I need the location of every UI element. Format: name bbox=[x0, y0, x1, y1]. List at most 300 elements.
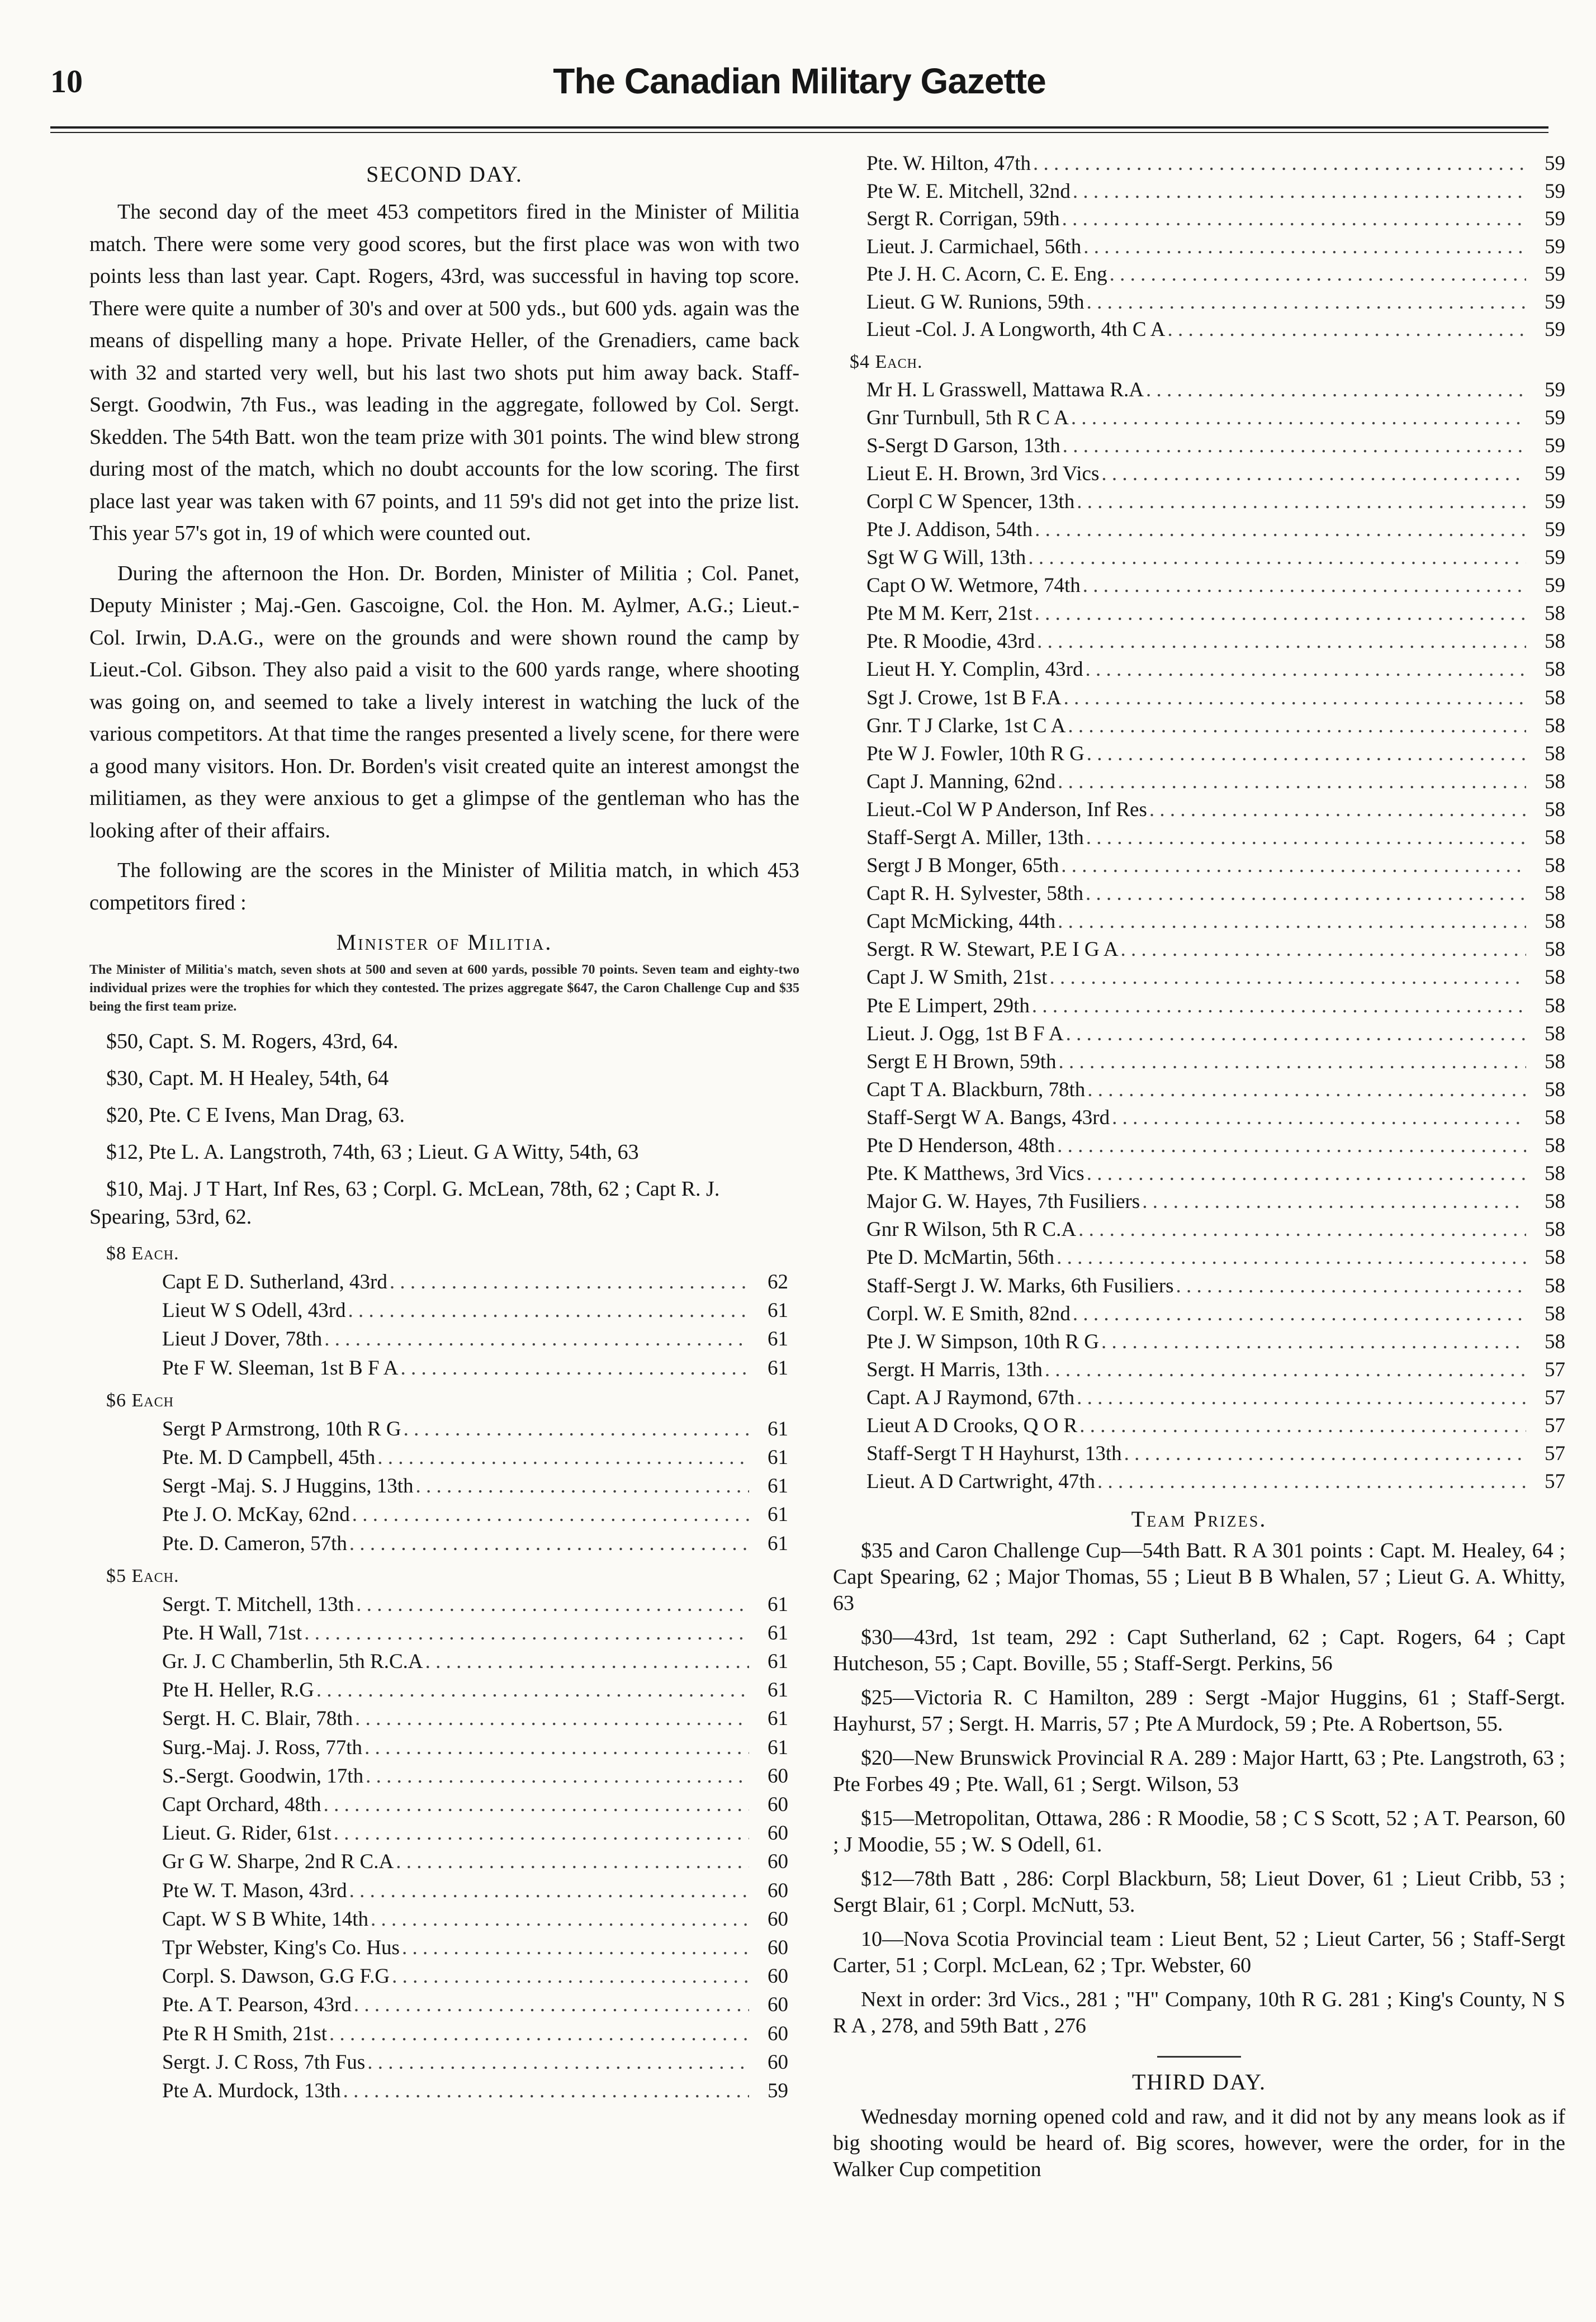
competitor-score: 59 bbox=[1545, 179, 1565, 203]
score-list bbox=[833, 150, 1565, 344]
leader-dots bbox=[1174, 1272, 1526, 1300]
competitor-name: Pte A. Murdock, 13th bbox=[162, 2079, 341, 2102]
score-entry bbox=[866, 908, 1565, 936]
leader-dots bbox=[1084, 1160, 1526, 1188]
leader-dots bbox=[398, 1354, 749, 1382]
competitor-score: 59 bbox=[1545, 434, 1565, 457]
leader-dots bbox=[1165, 316, 1526, 344]
competitor-score: 59 bbox=[1545, 462, 1565, 485]
competitor-name: Capt. A J Raymond, 67th bbox=[866, 1386, 1075, 1409]
leader-dots bbox=[1055, 768, 1526, 796]
competitor-name: Sergt. R W. Stewart, P.E I G A bbox=[866, 938, 1119, 961]
team-paragraph: $30—43rd, 1st team, 292 : Capt Sutherland, 62 ; Capt. Rogers, 64 ; Capt Hutcheson, 55 ; Capt. Boville, 55 ; Staff-Sergt. Perkins, 56 bbox=[833, 1626, 1565, 1676]
section-title-second-day: SECOND DAY. bbox=[366, 162, 523, 187]
score-entry bbox=[866, 1020, 1565, 1048]
competitor-score: 58 bbox=[1545, 966, 1565, 989]
competitor-name: Corpl. S. Dawson, G.G F.G bbox=[162, 1965, 390, 1988]
competitor-name: Lieut J Dover, 78th bbox=[162, 1328, 323, 1351]
leader-dots bbox=[1065, 712, 1526, 740]
group-label-4: $4 Each. bbox=[850, 351, 923, 372]
competitor-score: 58 bbox=[1545, 854, 1565, 878]
leader-dots bbox=[1059, 852, 1526, 880]
leader-dots bbox=[302, 1619, 749, 1647]
match-note: The Minister of Militia's match, seven shots at 500 and seven at 600 yards, possible 70 points. Seven team and eighty-two individual prizes were the trophies for which they contested. The prizes aggregate $647, the Caron Challenge Cup and $35 being the first team prize. bbox=[89, 963, 799, 1014]
leader-dots bbox=[1055, 1132, 1526, 1160]
score-entry bbox=[866, 992, 1565, 1020]
competitor-name: Pte. H Wall, 71st bbox=[162, 1621, 302, 1645]
competitor-score: 60 bbox=[768, 1793, 788, 1816]
competitor-score: 59 bbox=[1545, 207, 1565, 230]
competitor-name: Capt E D. Sutherland, 43rd bbox=[162, 1271, 387, 1293]
competitor-name: Lieut -Col. J. A Longworth, 4th C A bbox=[866, 318, 1166, 341]
leader-dots bbox=[1062, 684, 1526, 712]
header-rule bbox=[50, 126, 1548, 129]
score-entry bbox=[866, 824, 1565, 852]
leader-dots bbox=[1107, 260, 1526, 288]
competitor-name: Gr G W. Sharpe, 2nd R C.A bbox=[162, 1850, 394, 1874]
competitor-score: 59 bbox=[1545, 318, 1565, 341]
leader-dots bbox=[401, 1415, 749, 1443]
score-entry bbox=[162, 1676, 788, 1704]
competitor-score: 58 bbox=[1545, 1330, 1565, 1353]
competitor-score: 61 bbox=[768, 1475, 788, 1498]
competitor-name: Capt J. Manning, 62nd bbox=[866, 770, 1056, 793]
competitor-score: 60 bbox=[768, 1993, 788, 2017]
leader-dots bbox=[1076, 1216, 1526, 1244]
competitor-score: 60 bbox=[768, 1936, 788, 1959]
leader-dots bbox=[1147, 796, 1526, 824]
leader-dots bbox=[1033, 516, 1526, 544]
leader-dots bbox=[363, 1762, 749, 1790]
team-paragraph: $35 and Caron Challenge Cup—54th Batt. R A 301 points : Capt. M. Healey, 64 ; Capt Spearing, 62 ; Major Thomas, 55 ; Lieut B B Whalen, 57 ; Lieut G. A. Whitty, 63 bbox=[833, 1539, 1565, 1615]
competitor-name: Capt. W S B White, 14th bbox=[162, 1907, 368, 1931]
competitor-name: Pte M M. Kerr, 21st bbox=[866, 602, 1033, 625]
competitor-name: Corpl. W. E Smith, 82nd bbox=[866, 1302, 1071, 1325]
score-list bbox=[89, 1268, 799, 1382]
competitor-name: Sergt. H Marris, 13th bbox=[866, 1358, 1043, 1381]
competitor-score: 59 bbox=[1545, 152, 1565, 175]
competitor-score: 61 bbox=[768, 1299, 788, 1323]
leader-dots bbox=[331, 1819, 749, 1847]
score-entry bbox=[866, 260, 1565, 288]
competitor-name: Pte. W. Hilton, 47th bbox=[866, 152, 1031, 175]
competitor-name: Pte R H Smith, 21st bbox=[162, 2022, 328, 2045]
competitor-name: Sgt W G Will, 13th bbox=[866, 546, 1026, 570]
leader-dots bbox=[1035, 628, 1526, 656]
competitor-name: Staff-Sergt J. W. Marks, 6th Fusiliers bbox=[866, 1274, 1174, 1297]
score-entry bbox=[162, 2020, 788, 2048]
competitor-score: 59 bbox=[1545, 378, 1565, 401]
section-divider bbox=[1157, 2056, 1241, 2058]
competitor-score: 61 bbox=[768, 1532, 788, 1555]
competitor-name: Pte W. E. Mitchell, 32nd bbox=[866, 179, 1071, 203]
leader-dots bbox=[1122, 1440, 1526, 1468]
score-entry bbox=[866, 316, 1565, 344]
competitor-score: 58 bbox=[1545, 938, 1565, 961]
leader-dots bbox=[1071, 178, 1526, 206]
competitor-name: Pte J. O. McKay, 62nd bbox=[162, 1503, 350, 1527]
competitor-score: 58 bbox=[1545, 1246, 1565, 1269]
competitor-name: Sgt J. Crowe, 1st B F.A bbox=[866, 686, 1062, 709]
competitor-name: Pte. D. Cameron, 57th bbox=[162, 1532, 347, 1555]
competitor-score: 59 bbox=[768, 2079, 788, 2102]
leader-dots bbox=[1144, 376, 1526, 404]
competitor-score: 61 bbox=[768, 1736, 788, 1759]
score-entry bbox=[162, 1472, 788, 1500]
competitor-score: 60 bbox=[768, 1965, 788, 1988]
score-entry bbox=[866, 178, 1565, 206]
score-entry bbox=[866, 796, 1565, 824]
competitor-name: Lieut. J. Ogg, 1st B F A bbox=[866, 1022, 1064, 1045]
score-entry bbox=[866, 1048, 1565, 1076]
leader-dots bbox=[1030, 992, 1526, 1020]
competitor-score: 58 bbox=[1545, 1218, 1565, 1241]
team-paragraph: 10—Nova Scotia Provincial team : Lieut Bent, 52 ; Lieut Carter, 56 ; Staff-Sergt Carter, 51 ; Corpl. McLean, 62 ; Tpr. Webster, 60 bbox=[833, 1927, 1565, 1978]
score-entry bbox=[866, 1468, 1565, 1496]
leader-dots bbox=[1085, 1076, 1526, 1104]
leader-dots bbox=[423, 1647, 749, 1676]
team-paragraph: $25—Victoria R. C Hamilton, 289 : Sergt -Major Huggins, 61 ; Staff-Sergt. Hayhurst, 57 ; Sergt. H. Marris, 57 ; Pte A Murdock, 59 ; Pte. A Robertson, 55. bbox=[833, 1686, 1565, 1736]
competitor-score: 58 bbox=[1545, 1050, 1565, 1073]
competitor-name: Sergt R. Corrigan, 59th bbox=[866, 207, 1060, 230]
score-entry bbox=[866, 1132, 1565, 1160]
prize-line: $20, Pte. C E Ivens, Man Drag, 63. bbox=[106, 1103, 405, 1127]
competitor-name: Lieut H. Y. Complin, 43rd bbox=[866, 658, 1083, 681]
competitor-score: 62 bbox=[768, 1271, 788, 1293]
competitor-name: Lieut. A D Cartwright, 47th bbox=[866, 1470, 1096, 1494]
competitor-name: Pte. R Moodie, 43rd bbox=[866, 630, 1035, 653]
competitor-name: Surg.-Maj. J. Ross, 77th bbox=[162, 1736, 363, 1759]
score-entry bbox=[162, 1934, 788, 1962]
competitor-name: Pte H. Heller, R.G bbox=[162, 1679, 314, 1702]
leader-dots bbox=[390, 1962, 749, 1991]
competitor-score: 59 bbox=[1545, 235, 1565, 258]
score-entry bbox=[866, 1300, 1565, 1328]
prize-line: $30, Capt. M. H Healey, 54th, 64 bbox=[106, 1067, 389, 1090]
score-entry bbox=[866, 712, 1565, 740]
score-entry bbox=[866, 404, 1565, 432]
score-entry bbox=[866, 288, 1565, 316]
score-entry bbox=[162, 1733, 788, 1762]
leader-dots bbox=[1057, 1048, 1526, 1076]
score-entry bbox=[866, 600, 1565, 628]
leader-dots bbox=[350, 1500, 749, 1529]
score-entry bbox=[162, 1704, 788, 1733]
score-entry bbox=[866, 488, 1565, 516]
competitor-name: Sergt E H Brown, 59th bbox=[866, 1050, 1057, 1073]
leader-dots bbox=[387, 1268, 749, 1296]
score-list bbox=[89, 1415, 799, 1558]
score-entry bbox=[866, 852, 1565, 880]
competitor-name: Gr. J. C Chamberlin, 5th R.C.A bbox=[162, 1650, 423, 1674]
score-entry bbox=[866, 936, 1565, 964]
score-entry bbox=[866, 150, 1565, 178]
competitor-name: Lieut. J. Carmichael, 56th bbox=[866, 235, 1082, 258]
score-entry bbox=[866, 516, 1565, 544]
competitor-name: Sergt -Maj. S. J Huggins, 13th bbox=[162, 1475, 414, 1498]
leader-dots bbox=[1055, 908, 1526, 936]
competitor-score: 58 bbox=[1545, 798, 1565, 821]
group-label-5: $5 Each. bbox=[106, 1565, 179, 1586]
leader-dots bbox=[1083, 656, 1526, 684]
score-entry bbox=[866, 1440, 1565, 1468]
leader-dots bbox=[1081, 572, 1526, 600]
competitor-score: 61 bbox=[768, 1328, 788, 1351]
leader-dots bbox=[1043, 1356, 1526, 1384]
competitor-name: Sergt P Armstrong, 10th R G bbox=[162, 1417, 401, 1440]
competitor-score: 58 bbox=[1545, 1302, 1565, 1325]
competitor-score: 60 bbox=[768, 1907, 788, 1931]
competitor-name: Pte D Henderson, 48th bbox=[866, 1134, 1055, 1158]
leader-dots bbox=[321, 1790, 749, 1819]
score-entry bbox=[866, 1188, 1565, 1216]
competitor-score: 61 bbox=[768, 1356, 788, 1380]
score-entry bbox=[866, 572, 1565, 600]
competitor-name: Gnr Turnbull, 5th R C A bbox=[866, 406, 1069, 429]
competitor-score: 58 bbox=[1545, 826, 1565, 849]
leader-dots bbox=[1033, 600, 1526, 628]
competitor-name: Tpr Webster, King's Co. Hus bbox=[162, 1936, 400, 1959]
score-entry bbox=[866, 432, 1565, 460]
competitor-name: Lieut.-Col W P Anderson, Inf Res bbox=[866, 798, 1147, 821]
competitor-score: 59 bbox=[1545, 518, 1565, 541]
leader-dots bbox=[1069, 404, 1526, 432]
page-number: 10 bbox=[50, 63, 83, 99]
competitor-score: 61 bbox=[768, 1707, 788, 1731]
leader-dots bbox=[1095, 1468, 1526, 1496]
competitor-name: Pte J. Addison, 54th bbox=[866, 518, 1033, 541]
score-entry bbox=[162, 1325, 788, 1353]
header-rule-thin bbox=[50, 132, 1548, 133]
leader-dots bbox=[1084, 288, 1526, 316]
competitor-score: 60 bbox=[768, 1850, 788, 1874]
score-entry bbox=[162, 1790, 788, 1819]
competitor-name: S-Sergt D Garson, 13th bbox=[866, 434, 1060, 457]
score-entry bbox=[162, 1819, 788, 1847]
competitor-score: 60 bbox=[768, 1822, 788, 1845]
competitor-name: S.-Sergt. Goodwin, 17th bbox=[162, 1764, 364, 1788]
competitor-score: 59 bbox=[1545, 546, 1565, 570]
leader-dots bbox=[1110, 1104, 1526, 1132]
page-header bbox=[50, 56, 1548, 117]
competitor-score: 59 bbox=[1545, 290, 1565, 314]
score-entry bbox=[162, 1354, 788, 1382]
paragraph: The second day of the meet 453 competitors fired in the Minister of Militia match. There were some very good scores, but the first place was won with two points less than last year. Capt. Rogers, 43rd, was successful in having top score. There were quite a number of 30's and over at 500 yds., but 600 yds. again was the means of dispelling many a hope. Private Heller, of the Grenadiers, came back with 32 and started very well, but his last two shots put him away back. Staff-Sergt. Goodwin, 7th Fus., was leading in the aggregate, followed by Col. Sergt. Skedden. The 54th Batt. won the team prize with 301 points. The wind blew strong during most of the match, which no doubt accounts for the low scoring. The first place last year was taken with 67 points, and 11 59's did not get into the prize list. This year 57's got in, 19 of which were counted out. bbox=[89, 200, 799, 545]
competitor-name: Capt R. H. Sylvester, 58th bbox=[866, 882, 1084, 906]
competitor-name: Capt Orchard, 48th bbox=[162, 1793, 321, 1816]
competitor-score: 58 bbox=[1545, 1078, 1565, 1101]
competitor-score: 58 bbox=[1545, 630, 1565, 653]
score-entry bbox=[162, 1443, 788, 1472]
leader-dots bbox=[365, 2048, 749, 2077]
competitor-score: 59 bbox=[1545, 406, 1565, 429]
leader-dots bbox=[346, 1296, 749, 1325]
score-entry bbox=[866, 544, 1565, 572]
score-entry bbox=[866, 656, 1565, 684]
competitor-score: 61 bbox=[768, 1417, 788, 1440]
score-entry bbox=[866, 460, 1565, 488]
paragraph: The following are the scores in the Minister of Militia match, in which 453 competitors fired : bbox=[89, 859, 799, 914]
score-entry bbox=[866, 628, 1565, 656]
competitor-score: 58 bbox=[1545, 1106, 1565, 1129]
score-entry bbox=[162, 1991, 788, 2019]
competitor-name: Pte. M. D Campbell, 45th bbox=[162, 1446, 376, 1469]
competitor-score: 61 bbox=[768, 1679, 788, 1702]
competitor-score: 59 bbox=[1545, 574, 1565, 598]
competitor-name: Gnr. T J Clarke, 1st C A bbox=[866, 714, 1066, 737]
competitor-score: 58 bbox=[1545, 686, 1565, 709]
competitor-name: Pte J. W Simpson, 10th R G bbox=[866, 1330, 1099, 1353]
competitor-name: Mr H. L Grasswell, Mattawa R.A bbox=[866, 378, 1144, 401]
score-entry bbox=[162, 2077, 788, 2105]
leader-dots bbox=[341, 2077, 749, 2105]
journal-title: The Canadian Military Gazette bbox=[553, 61, 1046, 101]
score-entry bbox=[866, 964, 1565, 992]
score-entry bbox=[866, 1104, 1565, 1132]
competitor-name: Pte F W. Sleeman, 1st B F A bbox=[162, 1356, 399, 1380]
competitor-score: 61 bbox=[768, 1446, 788, 1469]
score-entry bbox=[162, 2048, 788, 2077]
competitor-name: Pte E Limpert, 29th bbox=[866, 994, 1030, 1017]
competitor-name: Capt McMicking, 44th bbox=[866, 910, 1056, 933]
leader-dots bbox=[375, 1443, 749, 1472]
competitor-score: 57 bbox=[1545, 1386, 1565, 1409]
competitor-score: 58 bbox=[1545, 994, 1565, 1017]
competitor-name: Major G. W. Hayes, 7th Fusiliers bbox=[866, 1190, 1140, 1214]
score-entry bbox=[162, 1500, 788, 1529]
score-entry bbox=[162, 1296, 788, 1325]
competitor-name: Lieut. G. Rider, 61st bbox=[162, 1822, 331, 1845]
left-column bbox=[89, 150, 799, 2105]
score-entry bbox=[866, 740, 1565, 768]
score-entry bbox=[162, 1619, 788, 1647]
competitor-score: 58 bbox=[1545, 714, 1565, 737]
group-label-6: $6 Each bbox=[106, 1390, 174, 1411]
score-list bbox=[833, 376, 1565, 1496]
leader-dots bbox=[1084, 740, 1526, 768]
team-paragraph: Next in order: 3rd Vics., 281 ; "H" Company, 10th R G. 281 ; King's County, N S R A , 278, and 59th Batt , 276 bbox=[833, 1988, 1565, 2038]
leader-dots bbox=[400, 1934, 749, 1962]
leader-dots bbox=[1081, 233, 1526, 261]
competitor-score: 58 bbox=[1545, 1022, 1565, 1045]
leader-dots bbox=[1077, 1412, 1526, 1440]
competitor-score: 57 bbox=[1545, 1414, 1565, 1437]
leader-dots bbox=[314, 1676, 749, 1704]
competitor-name: Sergt. J. C Ross, 7th Fus bbox=[162, 2050, 366, 2074]
competitor-score: 58 bbox=[1545, 658, 1565, 681]
leader-dots bbox=[1074, 1384, 1526, 1412]
competitor-score: 58 bbox=[1545, 742, 1565, 765]
score-entry bbox=[866, 1328, 1565, 1356]
leader-dots bbox=[1054, 1244, 1526, 1272]
score-entry bbox=[162, 1415, 788, 1443]
score-entry bbox=[866, 1216, 1565, 1244]
score-entry bbox=[866, 768, 1565, 796]
competitor-score: 58 bbox=[1545, 882, 1565, 906]
score-entry bbox=[162, 1962, 788, 1991]
leader-dots bbox=[1099, 460, 1526, 488]
score-entry bbox=[162, 1847, 788, 1876]
leader-dots bbox=[368, 1905, 749, 1934]
score-entry bbox=[866, 1384, 1565, 1412]
leader-dots bbox=[1071, 1300, 1526, 1328]
score-entry bbox=[866, 1356, 1565, 1384]
leader-dots bbox=[1074, 488, 1526, 516]
competitor-score: 58 bbox=[1545, 770, 1565, 793]
team-paragraph: $15—Metropolitan, Ottawa, 286 : R Moodie, 58 ; C S Scott, 52 ; A T. Pearson, 60 ; J Moodie, 55 ; W. S Odell, 61. bbox=[833, 1807, 1565, 1857]
competitor-score: 59 bbox=[1545, 490, 1565, 513]
competitor-score: 58 bbox=[1545, 1274, 1565, 1297]
prize-line: $50, Capt. S. M. Rogers, 43rd, 64. bbox=[106, 1030, 399, 1053]
score-entry bbox=[162, 1268, 788, 1296]
score-entry bbox=[162, 1647, 788, 1676]
leader-dots bbox=[1031, 150, 1526, 178]
competitor-name: Lieut W S Odell, 43rd bbox=[162, 1299, 346, 1323]
competitor-score: 61 bbox=[768, 1503, 788, 1527]
competitor-name: Pte D. McMartin, 56th bbox=[866, 1246, 1055, 1269]
leader-dots bbox=[352, 1991, 749, 2019]
leader-dots bbox=[347, 1529, 749, 1558]
competitor-score: 58 bbox=[1545, 910, 1565, 933]
leader-dots bbox=[1026, 544, 1526, 572]
competitor-name: Sergt. T. Mitchell, 13th bbox=[162, 1593, 354, 1616]
score-list bbox=[89, 1590, 799, 2105]
score-entry bbox=[162, 1590, 788, 1619]
competitor-name: Pte. A T. Pearson, 43rd bbox=[162, 1993, 352, 2017]
leader-dots bbox=[394, 1847, 749, 1876]
leader-dots bbox=[414, 1472, 749, 1500]
competitor-score: 58 bbox=[1545, 1162, 1565, 1186]
right-column bbox=[833, 150, 1565, 2191]
score-entry bbox=[866, 205, 1565, 233]
score-entry bbox=[162, 1905, 788, 1934]
leader-dots bbox=[347, 1876, 749, 1905]
score-entry bbox=[866, 233, 1565, 261]
paragraph: Wednesday morning opened cold and raw, and it did not by any means look as if big shooting would be heard of. Big scores, however, were the order, for in the Walker Cup competition bbox=[833, 2105, 1565, 2182]
team-paragraph: $12—78th Batt , 286: Corpl Blackburn, 58; Lieut Dover, 61 ; Lieut Cribb, 53 ; Sergt Blair, 61 ; Corpl. McNutt, 53. bbox=[833, 1867, 1565, 1917]
competitor-name: Capt O W. Wetmore, 74th bbox=[866, 574, 1081, 598]
competitor-name: Lieut A D Crooks, Q O R bbox=[866, 1414, 1078, 1437]
competitor-score: 57 bbox=[1545, 1470, 1565, 1494]
leader-dots bbox=[362, 1733, 749, 1762]
score-entry bbox=[866, 1076, 1565, 1104]
group-label-8: $8 Each. bbox=[106, 1243, 179, 1264]
score-entry bbox=[162, 1876, 788, 1905]
competitor-name: Gnr R Wilson, 5th R C.A bbox=[866, 1218, 1077, 1241]
score-entry bbox=[162, 1762, 788, 1790]
leader-dots bbox=[354, 1590, 749, 1619]
score-entry bbox=[162, 1529, 788, 1558]
competitor-name: Lieut. G W. Runions, 59th bbox=[866, 290, 1084, 314]
competitor-name: Pte W J. Fowler, 10th R G bbox=[866, 742, 1084, 765]
competitor-name: Capt T A. Blackburn, 78th bbox=[866, 1078, 1086, 1101]
score-entry bbox=[866, 1244, 1565, 1272]
competitor-score: 61 bbox=[768, 1621, 788, 1645]
score-entry bbox=[866, 1412, 1565, 1440]
competitor-score: 57 bbox=[1545, 1358, 1565, 1381]
leader-dots bbox=[1060, 432, 1526, 460]
competitor-name: Pte. K Matthews, 3rd Vics bbox=[866, 1162, 1084, 1186]
competitor-name: Pte W. T. Mason, 43rd bbox=[162, 1879, 347, 1902]
competitor-score: 59 bbox=[1545, 263, 1565, 286]
leader-dots bbox=[1060, 205, 1526, 233]
score-entry bbox=[866, 376, 1565, 404]
competitor-name: Staff-Sergt A. Miller, 13th bbox=[866, 826, 1084, 849]
competitor-name: Sergt J B Monger, 65th bbox=[866, 854, 1059, 878]
leader-dots bbox=[1119, 936, 1526, 964]
prize-line: $12, Pte L. A. Langstroth, 74th, 63 ; Lieut. G A Witty, 54th, 63 bbox=[106, 1140, 639, 1164]
competitor-name: Corpl C W Spencer, 13th bbox=[866, 490, 1075, 513]
